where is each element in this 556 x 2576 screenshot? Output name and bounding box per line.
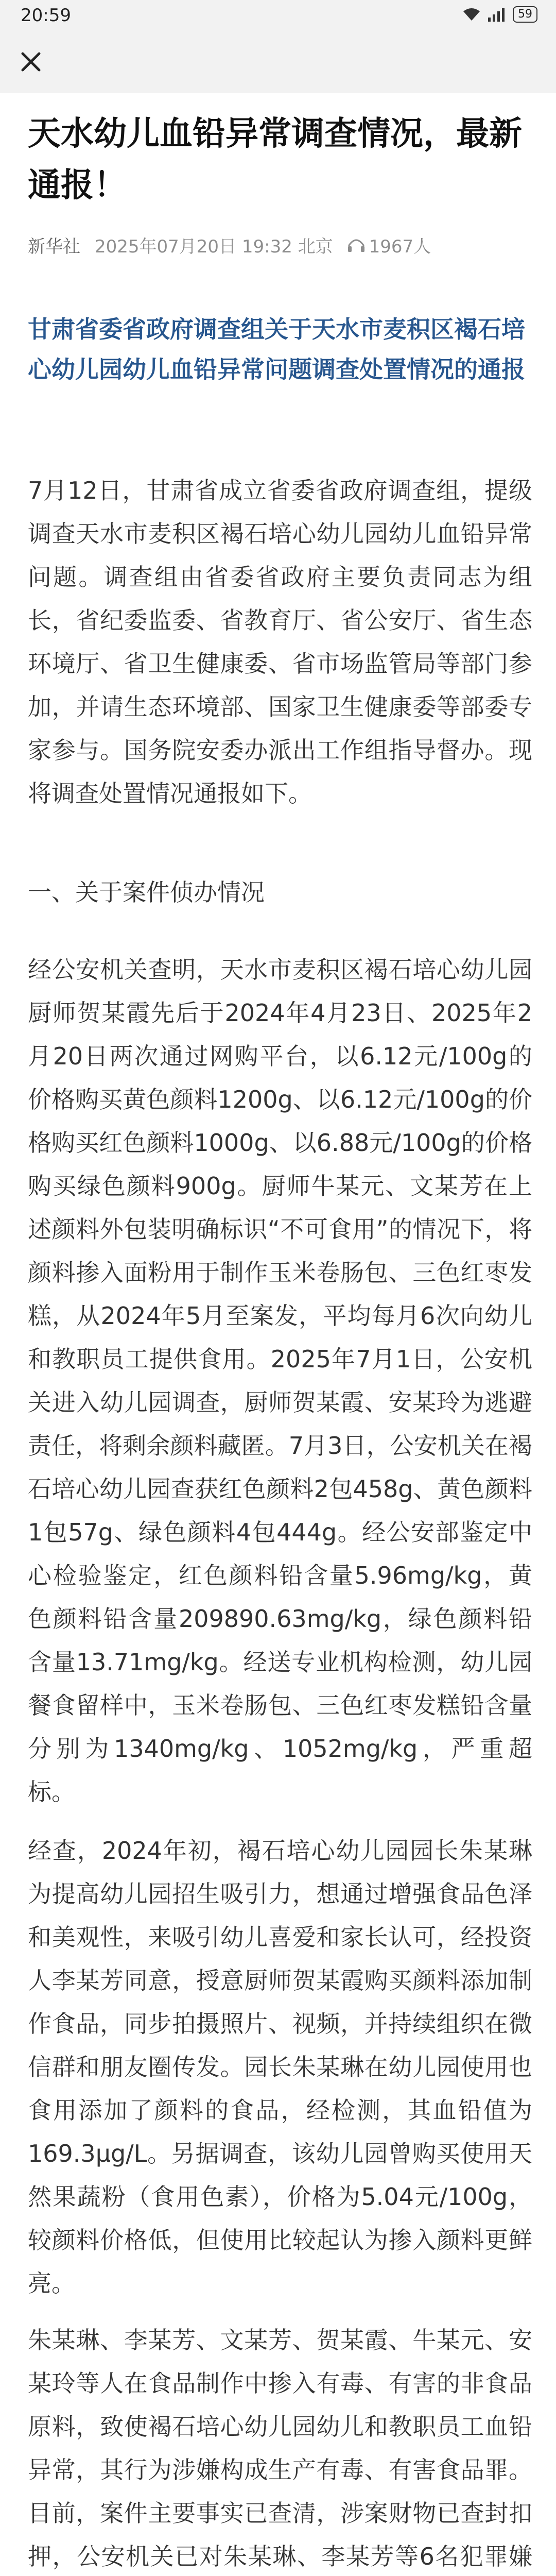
top-navbar bbox=[0, 31, 556, 93]
status-time: 20:59 bbox=[21, 5, 71, 26]
article-subtitle: 甘肃省委省政府调查组关于天水市麦积区褐石培心幼儿园幼儿血铅异常问题调查处置情况的通报 bbox=[28, 315, 525, 383]
signal-icon bbox=[488, 7, 506, 22]
article-meta bbox=[28, 232, 532, 258]
status-icons bbox=[462, 6, 537, 23]
listen-count: 1967人 bbox=[369, 236, 431, 257]
headphone-icon bbox=[348, 237, 365, 252]
article-date: 2025年07月20日 19:32 北京 bbox=[95, 236, 333, 257]
intro-paragraph: 7月12日，甘肃省成立省委省政府调查组，提级调查天水市麦积区褐石培心幼儿园幼儿血铅异常问题。调查组由省委省政府主要负责同志为组长，省纪委监委、省教育厅、省公安厅、省生态环境厅、省卫生健康委、省市场监管局等部门参加，并请生态环境部、国家卫生健康委等部委专家参与。国务院安委办派出工作组指导督办。现将调查处置情况通报如下。 bbox=[28, 477, 532, 807]
article-source[interactable]: 新华社 bbox=[28, 236, 80, 257]
battery-icon: 59 bbox=[513, 6, 537, 23]
listen-info[interactable] bbox=[348, 232, 431, 258]
section1-paragraph-2: 经查，2024年初，褐石培心幼儿园园长朱某琳为提高幼儿园招生吸引力，想通过增强食品色泽和美观性，来吸引幼儿喜爱和家长认可，经投资人李某芳同意，授意厨师贺某霞购买颜料添加制作食品，同步拍摄照片、视频，并持续组织在微信群和朋友圈传发。园长朱某琳在幼儿园使用也食用添加了颜料的食品，经检测，其血铅值为169.3μg/L。另据调查，该幼儿园曾购买使用天然果蔬粉（食用色素），价格为5.04元/100g，较颜料价格低，但使用比较起认为掺入颜料更鲜亮。 bbox=[28, 1837, 532, 2297]
section1-paragraph-3: 朱某琳、李某芳、文某芳、贺某霞、牛某元、安某玲等人在食品制作中掺入有毒、有害的非食品原料，致使褐石培心幼儿园幼儿和教职员工血铅异常，其行为涉嫌构成生产有毒、有害食品罪。目前，案件主要事实已查清，涉案财物已查封扣押，公安机关已对朱某琳、李某芳等6名犯罪嫌 bbox=[28, 2326, 532, 2570]
status-bar bbox=[0, 0, 556, 31]
article-body bbox=[0, 93, 556, 2576]
wifi-icon bbox=[462, 7, 481, 22]
section-heading-1: 一、关于案件侦办情况 bbox=[28, 878, 265, 906]
article-title: 天水幼儿血铅异常调查情况，最新通报！ bbox=[28, 115, 522, 205]
section1-paragraph-1: 经公安机关查明，天水市麦积区褐石培心幼儿园厨师贺某霞先后于2024年4月23日、2025年2月20日两次通过网购平台，以6.12元/100g的价格购买黄色颜料1200g、以6.12元/100g的价格购买红色颜料1000g、以6.88元/100g的价格购买绿色颜料900g。厨师牛某元、文某芳在上述颜料外包装明确标识“不可食用”的情况下，将颜料掺入面粉用于制作玉米卷肠包、三色红枣发糕，从2024年5月至案发，平均每月6次向幼儿和教职员工提供食用。2025年7月1日，公安机关进入幼儿园调查，厨师贺某霞、安某玲为逃避责任，将剩余颜料藏匿。7月3日，公安机关在褐石培心幼儿园查获红色颜料2包458g、黄色颜料1包57g、绿色颜料4包444g。经公安部鉴定中心检验鉴定，红色颜料铅含量5.96mg/kg，黄色颜料铅含量209890.63mg/kg，绿色颜料铅含量13.71mg/kg。经送专业机构检测，幼儿园餐食留样中，玉米卷肠包、三色红枣发糕铅含量分别为1340mg/kg、1052mg/kg，严重超标。 bbox=[28, 956, 532, 1806]
close-icon[interactable] bbox=[15, 46, 46, 77]
